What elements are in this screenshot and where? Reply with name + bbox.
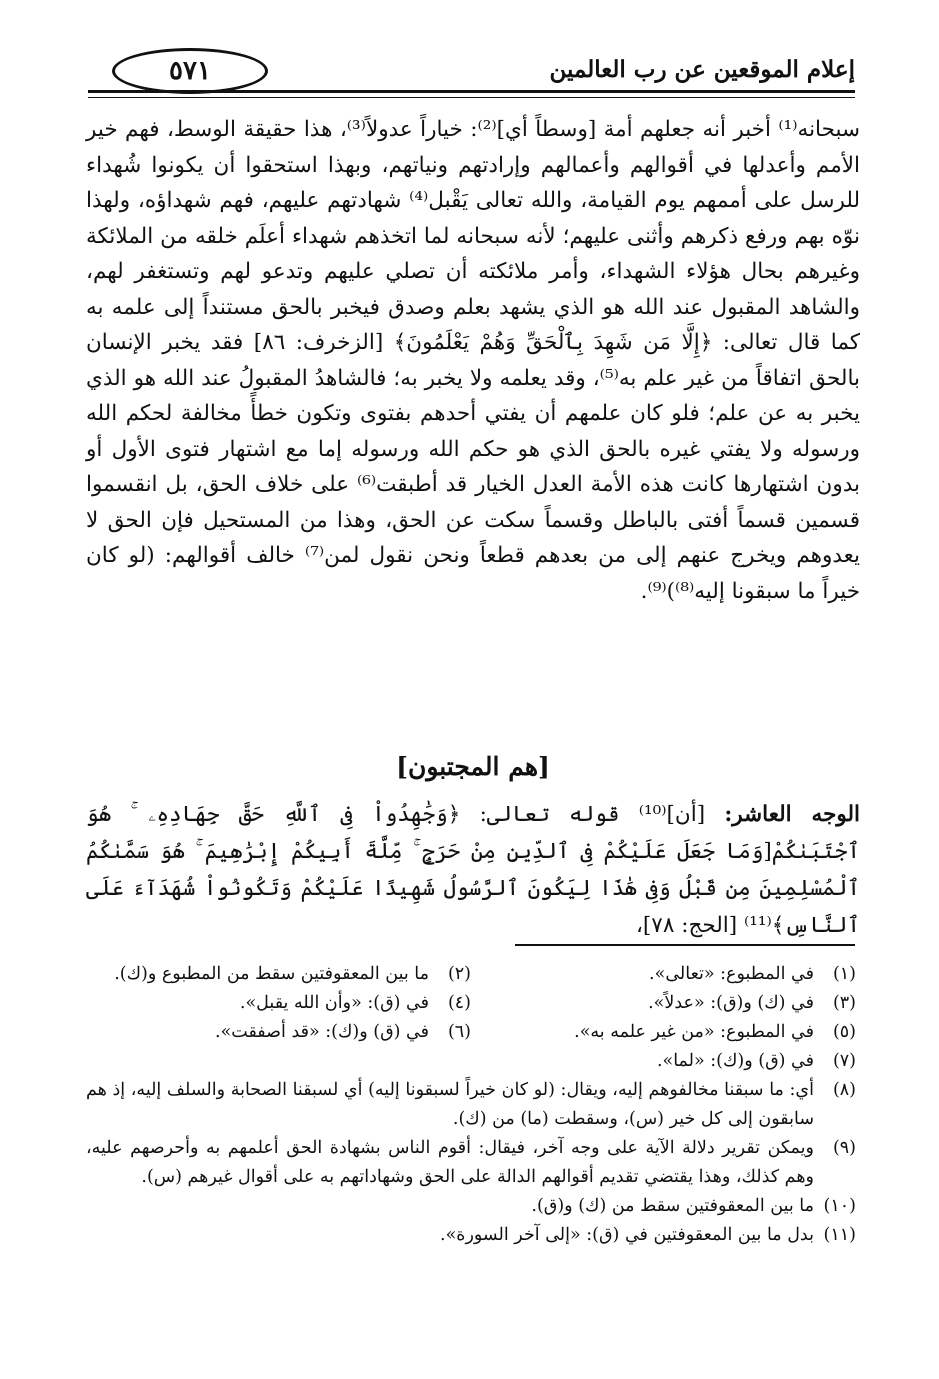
footnote-text: ويمكن تقرير دلالة الآية على وجه آخر، فيقال: أقوم الناس بشهادة الحق أعلمهم به وأحرصهم عليه، وهم كذلك، وهذا يقتضي تقديم أقوالهم الدالة على الحق وشهاداتهم به على أقوال غيرهم (س). — [86, 1138, 814, 1187]
footnote-text: في (ك) و(ق): «عدلاً». — [648, 993, 814, 1013]
footnote-text: في (ق) و(ك): «لما». — [656, 1051, 814, 1071]
footnote-separator — [515, 944, 855, 946]
section-lead: الوجه العاشر: — [724, 802, 860, 827]
footnote-number: (١٠) — [823, 1196, 856, 1216]
footnote-long — [86, 1076, 856, 1134]
footnote-row — [86, 1047, 856, 1076]
footnote-number: (٧) — [832, 1051, 856, 1071]
footnote-number: (٤) — [447, 993, 471, 1013]
book-title: إعلام الموقعين عن رب العالمين — [549, 56, 855, 83]
footnotes — [86, 960, 856, 1250]
main-text — [86, 112, 860, 609]
footnote-text: أي: ما سبقنا مخالفوهم إليه، ويقال: (لو كان خيراً لسبقونا إليه) أي لسبقنا الصحابة والسلف إليه، إذ هم سابقون إلى كل خير (س)، وسقطت (ما) من (ك). — [86, 1080, 814, 1129]
footnote-text: ما بين المعقوفتين سقط من المطبوع و(ك). — [114, 964, 429, 984]
footnote-text: ما بين المعقوفتين سقط من (ك) و(ق). — [531, 1196, 814, 1216]
footnote-number: (١١) — [823, 1225, 856, 1245]
header-rule-thin — [88, 97, 855, 98]
footnote-number: (٦) — [447, 1022, 471, 1042]
footnote-long — [86, 1192, 856, 1221]
footnote-number: (٨) — [832, 1080, 856, 1100]
section-heading: [هم المجتبون] — [396, 752, 550, 781]
footnote-text: في (ق) و(ك): «قد أصفقت». — [215, 1022, 429, 1042]
footnote-number: (٣) — [832, 993, 856, 1013]
section-paragraph: [أن]⁽¹⁰⁾ قوله تعالى: ﴿وَجَٰهِدُواْ فِى ٱللَّهِ حَقَّ جِهَادِهِۦ ۚ هُوَ ٱجْتَبَىٰكُمْ[وَمَا جَعَلَ عَلَيْكُمْ فِى ٱلدِّينِ مِنْ حَرَجٍ ۚ مِّلَّةَ أَبِيكُمْ إِبْرَٰهِيمَ ۚ هُوَ سَمَّىٰكُمُ ٱلْمُسْلِمِينَ مِن قَبْلُ وَفِى هَٰذَا لِيَكُونَ ٱلرَّسُولُ شَهِيدًا عَلَيْكُمْ وَتَكُونُواْ شُهَدَآءَ عَلَى ٱلنَّاسِ﴾⁽¹¹⁾ [الحج: ٧٨]، — [86, 802, 860, 938]
footnote-row — [86, 1018, 856, 1047]
footnote-number: (٢) — [447, 964, 471, 984]
footnote-text: بدل ما بين المعقوفتين في (ق): «إلى آخر السورة». — [440, 1225, 814, 1245]
section-text — [86, 796, 860, 944]
footnote-text: في (ق): «وأن الله يقبل». — [239, 993, 429, 1013]
footnote-row — [86, 960, 856, 989]
main-paragraph: سبحانه⁽¹⁾ أخبر أنه جعلهم أمة [وسطاً أي]⁽²⁾: خياراً عدولاً⁽³⁾، هذا حقيقة الوسط، فهم خير الأمم وأعدلها في أقوالهم وأعمالهم وإرادتهم ونياتهم، وبهذا استحقوا أن يكونوا شُهداء للرسل على أممهم يوم القيامة، والله تعالى يَقْبل⁽⁴⁾ شهادتهم عليهم، فهم شهداؤه، ولهذا نوّه بهم ورفع ذكرهم وأثنى عليهم؛ لأنه سبحانه لما اتخذهم شهداء أعلَم خلقه من الملائكة وغيرهم بحال هؤلاء الشهداء، وأمر ملائكته أن تصلي عليهم وتدعو لهم وتستغفر لهم، والشاهد المقبول عند الله هو الذي يشهد بعلم وصدق فيخبر بالحق مستنداً إلى علمه به كما قال تعالى: ﴿إِلَّا مَن شَهِدَ بِٱلْحَقِّ وَهُمْ يَعْلَمُونَ﴾ [الزخرف: ٨٦] فقد يخبر الإنسان بالحق اتفاقاً من غير علم به⁽⁵⁾، وقد يعلمه ولا يخبر به؛ فالشاهدُ المقبولُ عند الله هو الذي يخبر به عن علم؛ فلو كان علمهم أن يفتي أحدهم بفتوى وتكون خطأً مخالفة لحكم الله ورسوله ولا يفتي غيره بالحق الذي هو حكم الله ورسوله إما مع اشتهار فتوى الأول أو بدون اشتهارها كانت هذه الأمة العدل الخيار قد أطبقت⁽⁶⁾ على خلاف الحق، بل انقسموا قسمين قسماً أفتى بالباطل وقسماً سكت عن الحق، وهذا من المستحيل فإن الحق لا يعدوهم ويخرج عنهم إلى من بعدهم قطعاً ونحن نقول لمن⁽⁷⁾ خالف أقوالهم: (لو كان خيراً ما سبقونا إليه⁽⁸⁾)⁽⁹⁾. — [86, 117, 861, 604]
footnote-number: (٥) — [832, 1022, 856, 1042]
footnote-text: في المطبوع: «من غير علمه به». — [574, 1022, 814, 1042]
footnote-number: (٩) — [832, 1138, 856, 1158]
page-number-badge: ٥٧١ — [112, 48, 268, 94]
footnote-row — [86, 989, 856, 1018]
footnote-long — [86, 1221, 856, 1250]
footnote-long — [86, 1134, 856, 1192]
footnote-number: (١) — [832, 964, 856, 984]
page-header — [88, 46, 855, 102]
footnote-text: في المطبوع: «تعالى». — [649, 964, 814, 984]
header-rule-thick — [88, 90, 855, 93]
